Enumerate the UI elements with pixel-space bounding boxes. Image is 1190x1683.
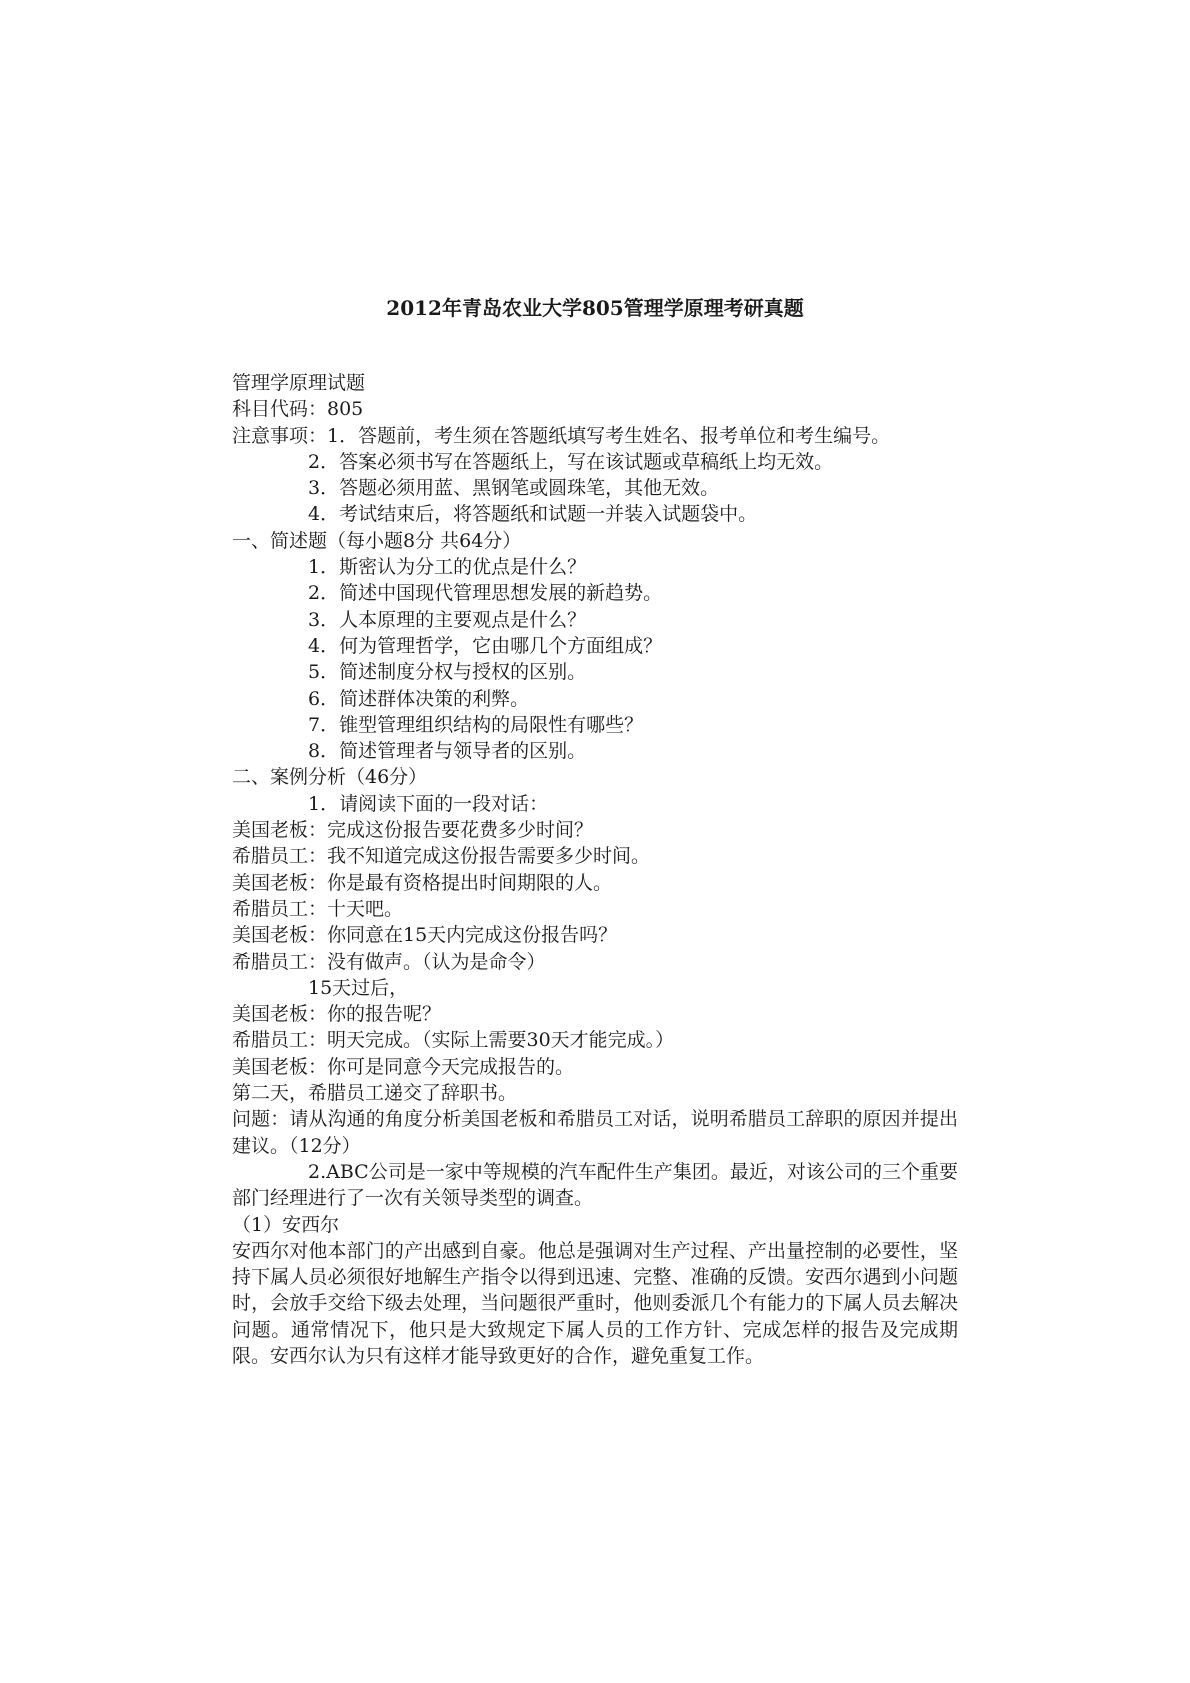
case-paragraph: 安西尔对他本部门的产出感到自豪。他总是强调对生产过程、产出量控制的必要性，坚持下属人员必须很好地解生产指令以得到迅速、完整、准确的反馈。安西尔遇到小问题时，会放手交给下级去处理，当问题很严重时，他则委派几个有能力的下属人员去解决问题。通常情况下，他只是大致规定下属人员的工作方针、完成怎样的报告及完成期限。安西尔认为只有这样才能导致更好的合作，避免重复工作。 [232,1239,958,1367]
dialogue-line: 美国老板：你的报告呢？ [232,1003,442,1026]
question-item: 2．简述中国现代管理思想发展的新趋势。 [308,582,663,605]
question-item: 3．人本原理的主要观点是什么？ [308,608,587,631]
dialogue-line: 希腊员工：明天完成。（实际上需要30天才能完成。） [232,1029,675,1052]
dialogue-line: 希腊员工：没有做声。（认为是命令） [232,950,546,973]
case-question: 问题：请从沟通的角度分析美国老板和希腊员工对话，说明希腊员工辞职的原因并提出建议。（12分） [232,1108,958,1157]
case-sub-heading: （1）安西尔 [232,1213,340,1236]
dialogue-line: 美国老板：你是最有资格提出时间期限的人。 [232,871,613,894]
question-item: 1．斯密认为分工的优点是什么？ [308,556,587,579]
question-item: 5．简述制度分权与授权的区别。 [308,661,587,684]
notice-item: 3．答题必须用蓝、黑钢笔或圆珠笔，其他无效。 [308,477,720,500]
question-item: 6．简述群体决策的利弊。 [308,687,530,710]
dialogue-line: 第二天，希腊员工递交了辞职书。 [232,1082,518,1105]
notice-item: 4．考试结束后，将答题纸和试题一并装入试题袋中。 [308,503,758,526]
section-heading: 二、案例分析（46分） [232,766,428,789]
case-intro: 2.ABC公司是一家中等规模的汽车配件生产集团。最近，对该公司的三个重要部门经理进行了一次有关领导类型的调查。 [232,1160,958,1210]
question-item: 7．锥型管理组织结构的局限性有哪些？ [308,713,644,736]
dialogue-line: 美国老板：完成这份报告要花费多少时间？ [232,819,594,842]
exam-body [232,370,958,1369]
section-heading: 一、简述题（每小题8分 共64分） [232,529,522,552]
dialogue-line: 希腊员工：我不知道完成这份报告需要多少时间。 [232,845,651,868]
notice-item: 注意事项：1．答题前，考生须在答题纸填写考生姓名、报考单位和考生编号。 [232,424,891,447]
page-title: 2012年青岛农业大学805管理学原理考研真题 [386,296,804,320]
notice-item: 2．答案必须书写在答题纸上，写在该试题或草稿纸上均无效。 [308,450,834,473]
subject-code: 科目代码：805 [232,398,364,421]
dialogue-line: 美国老板：你可是同意今天完成报告的。 [232,1055,575,1078]
question-item: 4．何为管理哲学，它由哪几个方面组成？ [308,634,663,657]
case-intro: 1．请阅读下面的一段对话： [308,792,549,815]
dialogue-line: 希腊员工：十天吧。 [232,897,404,920]
dialogue-line: 美国老板：你同意在15天内完成这份报告吗？ [232,924,618,947]
transition-line: 15天过后， [308,976,409,999]
question-item: 8．简述管理者与领导者的区别。 [308,740,587,763]
subject-name: 管理学原理试题 [232,372,366,394]
